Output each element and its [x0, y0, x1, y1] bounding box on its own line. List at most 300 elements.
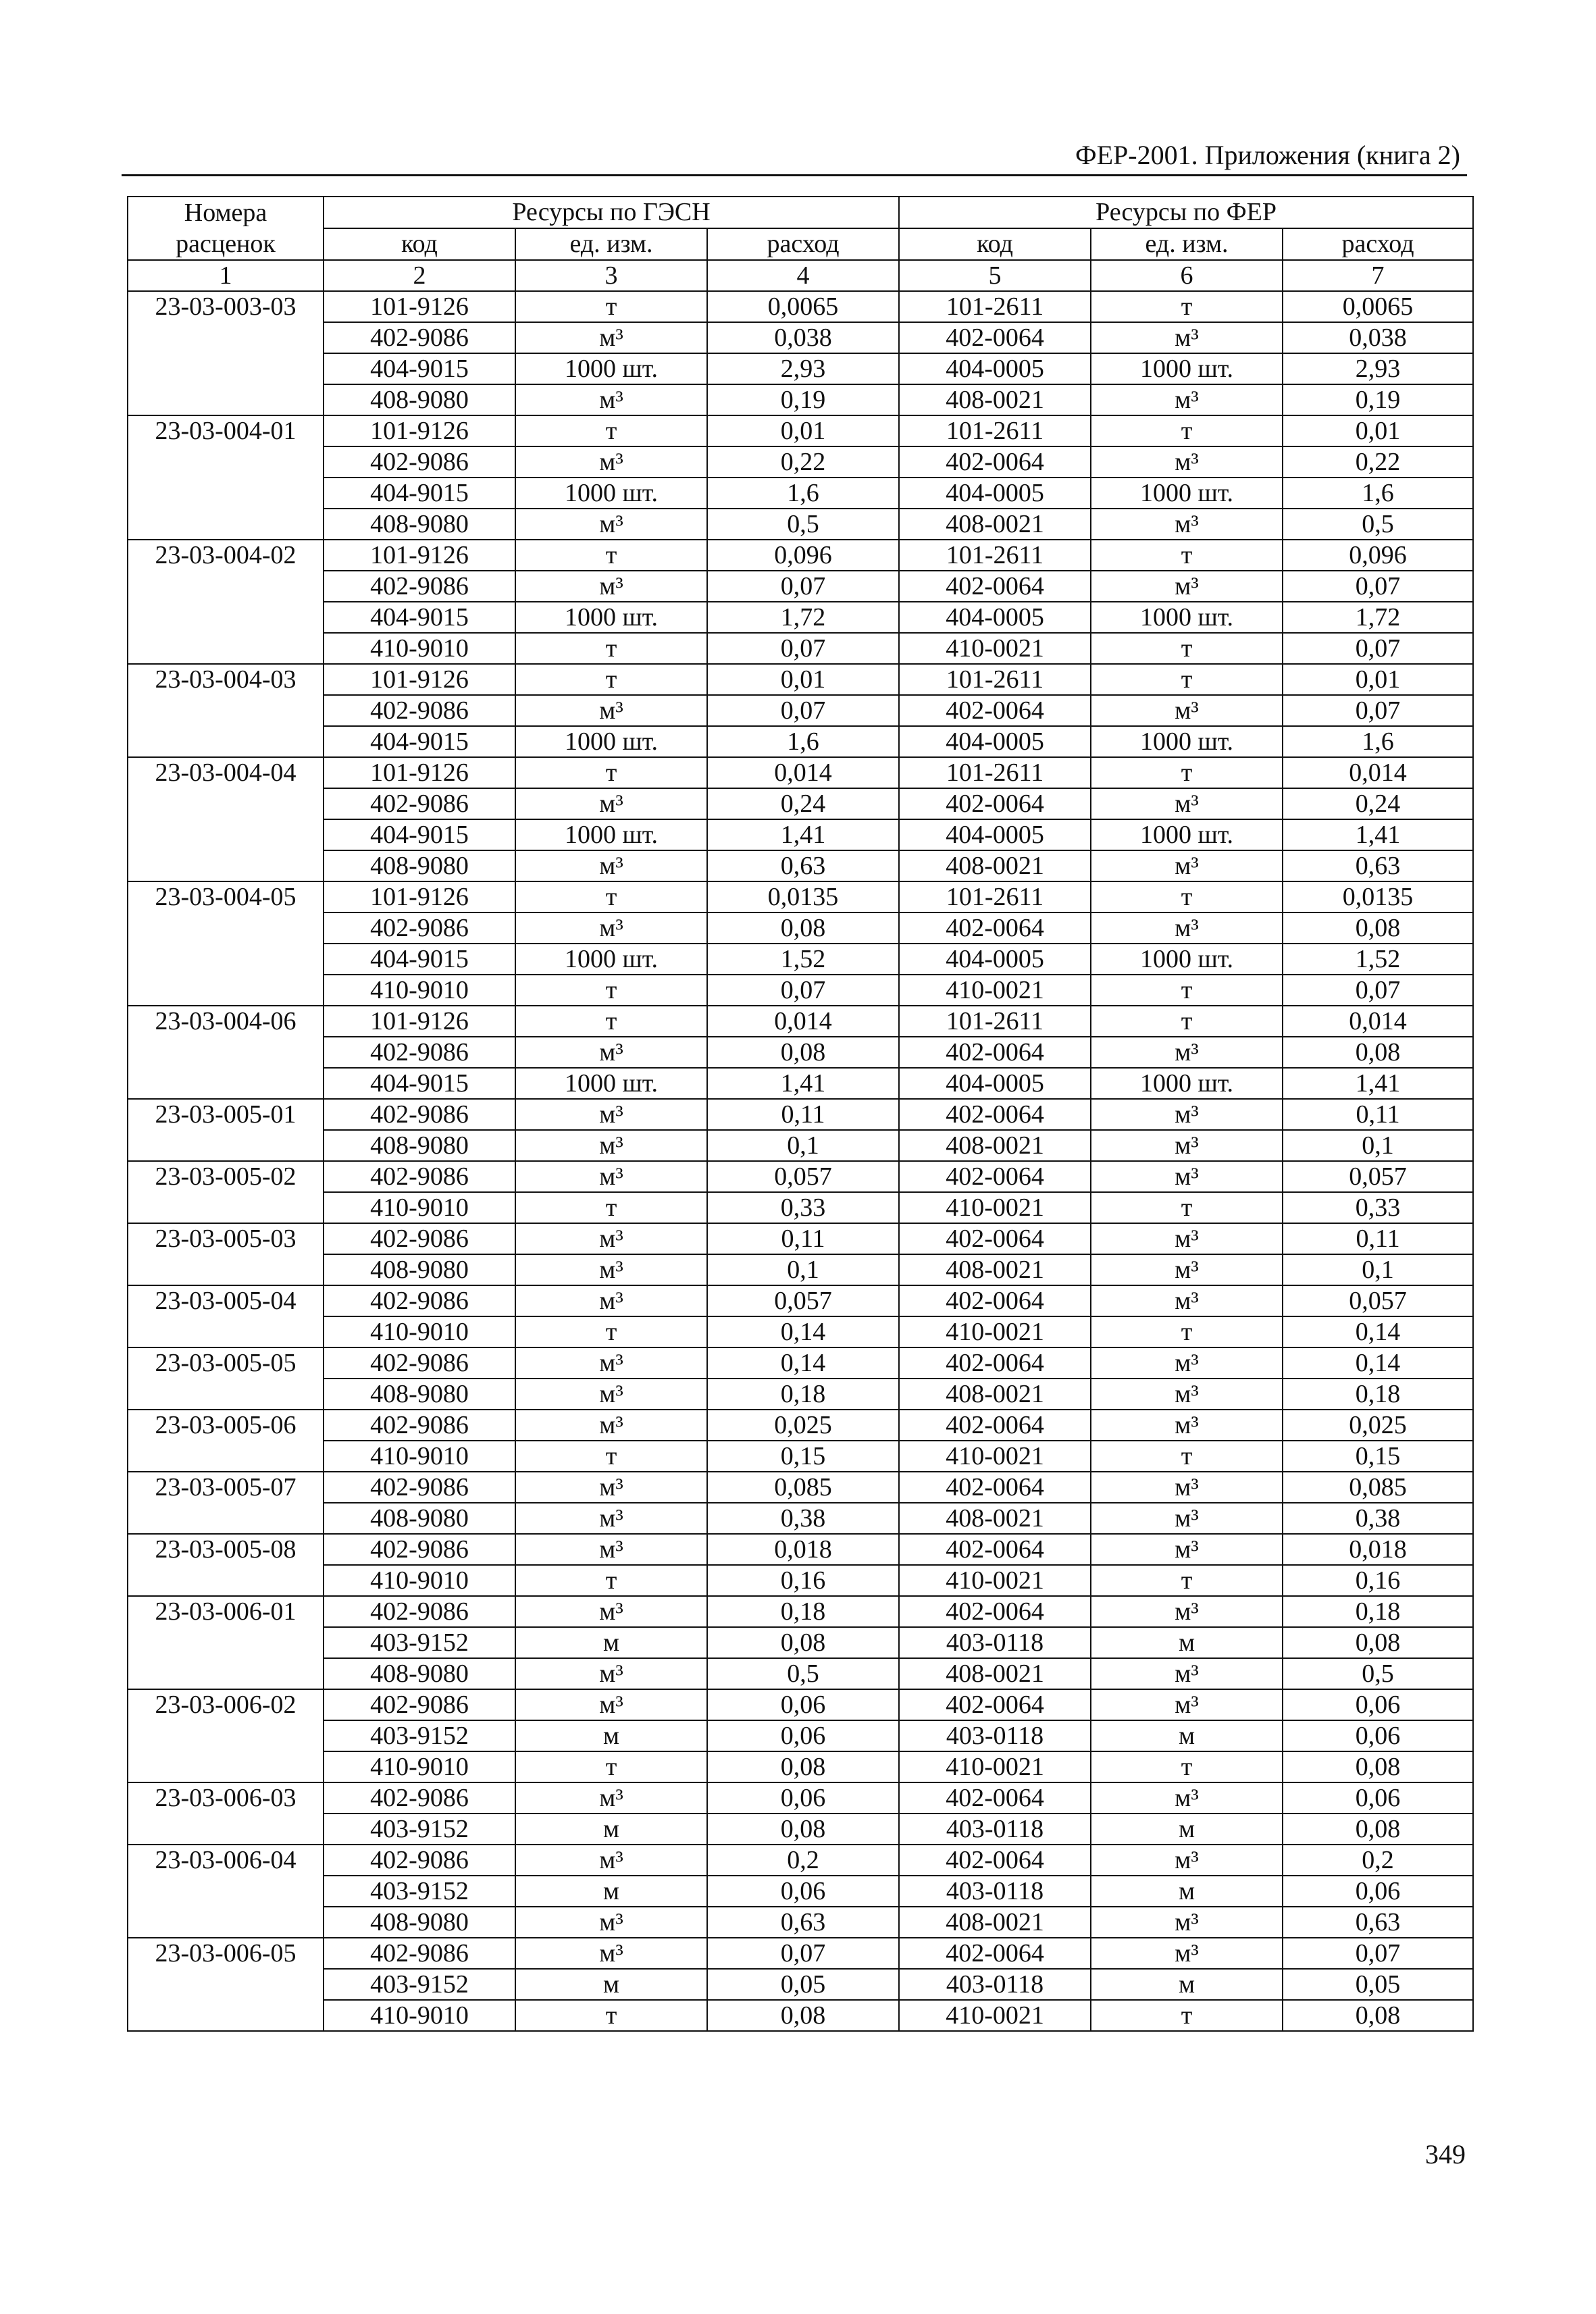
- header-gesn-consumption: расход: [707, 228, 899, 260]
- gesn-unit-cell: м³: [515, 1223, 707, 1254]
- fer-code-cell: 402-0064: [899, 1285, 1091, 1316]
- fer-unit-cell: т: [1091, 1441, 1283, 1472]
- rate-number: 23-03-006-04: [128, 1845, 324, 1938]
- gesn-consumption-cell: 1,6: [707, 726, 899, 757]
- rate-number: 23-03-005-07: [128, 1472, 324, 1534]
- fer-consumption-cell: 0,08: [1283, 1627, 1473, 1658]
- fer-consumption-cell: 0,07: [1283, 571, 1473, 602]
- rate-number: 23-03-005-04: [128, 1285, 324, 1347]
- table-row: [128, 1907, 1473, 1938]
- table-row: [128, 664, 1473, 695]
- resources-table: [127, 196, 1474, 2032]
- table-body: [128, 291, 1473, 2031]
- table-row: [128, 819, 1473, 850]
- fer-unit-cell: м³: [1091, 1845, 1283, 1876]
- fer-unit-cell: м³: [1091, 1503, 1283, 1534]
- header-gesn-unit: ед. изм.: [515, 228, 707, 260]
- gesn-unit-cell: м³: [515, 695, 707, 726]
- gesn-consumption-cell: 0,07: [707, 975, 899, 1006]
- gesn-code-cell: 403-9152: [324, 1720, 515, 1751]
- fer-code-cell: 402-0064: [899, 695, 1091, 726]
- header-numbers: Номера расценок: [128, 197, 324, 260]
- gesn-consumption-cell: 0,18: [707, 1379, 899, 1410]
- table-row: [128, 2000, 1473, 2031]
- fer-unit-cell: т: [1091, 1751, 1283, 1782]
- gesn-unit-cell: 1000 шт.: [515, 1068, 707, 1099]
- gesn-unit-cell: м³: [515, 446, 707, 478]
- fer-consumption-cell: 0,01: [1283, 664, 1473, 695]
- gesn-unit-cell: м: [515, 1814, 707, 1845]
- gesn-unit-cell: т: [515, 881, 707, 912]
- gesn-consumption-cell: 0,057: [707, 1285, 899, 1316]
- fer-consumption-cell: 0,11: [1283, 1099, 1473, 1130]
- gesn-code-cell: 402-9086: [324, 1782, 515, 1814]
- table-row: [128, 975, 1473, 1006]
- gesn-code-cell: 408-9080: [324, 1379, 515, 1410]
- fer-unit-cell: т: [1091, 633, 1283, 664]
- gesn-consumption-cell: 0,01: [707, 415, 899, 446]
- fer-code-cell: 404-0005: [899, 478, 1091, 509]
- gesn-code-cell: 410-9010: [324, 1192, 515, 1223]
- fer-consumption-cell: 0,06: [1283, 1720, 1473, 1751]
- table-row: [128, 602, 1473, 633]
- column-number: 3: [515, 260, 707, 291]
- gesn-code-cell: 402-9086: [324, 1037, 515, 1068]
- gesn-code-cell: 402-9086: [324, 695, 515, 726]
- gesn-unit-cell: м: [515, 1720, 707, 1751]
- header-gesn-code: код: [324, 228, 515, 260]
- gesn-code-cell: 403-9152: [324, 1814, 515, 1845]
- fer-unit-cell: 1000 шт.: [1091, 819, 1283, 850]
- header-rule: [122, 174, 1467, 176]
- fer-unit-cell: м³: [1091, 446, 1283, 478]
- gesn-code-cell: 402-9086: [324, 322, 515, 353]
- gesn-unit-cell: т: [515, 1192, 707, 1223]
- gesn-consumption-cell: 0,11: [707, 1223, 899, 1254]
- gesn-code-cell: 408-9080: [324, 1503, 515, 1534]
- fer-unit-cell: 1000 шт.: [1091, 478, 1283, 509]
- fer-code-cell: 410-0021: [899, 1316, 1091, 1347]
- gesn-consumption-cell: 1,52: [707, 944, 899, 975]
- table-row: [128, 1751, 1473, 1782]
- page-number: 349: [1425, 2139, 1466, 2169]
- fer-consumption-cell: 1,41: [1283, 819, 1473, 850]
- table-row: [128, 757, 1473, 788]
- table-row: [128, 1037, 1473, 1068]
- fer-code-cell: 403-0118: [899, 1969, 1091, 2000]
- fer-unit-cell: т: [1091, 881, 1283, 912]
- gesn-consumption-cell: 1,41: [707, 1068, 899, 1099]
- fer-consumption-cell: 0,038: [1283, 322, 1473, 353]
- gesn-code-cell: 408-9080: [324, 384, 515, 415]
- fer-code-cell: 402-0064: [899, 571, 1091, 602]
- fer-unit-cell: м: [1091, 1814, 1283, 1845]
- gesn-unit-cell: м³: [515, 384, 707, 415]
- gesn-consumption-cell: 0,2: [707, 1845, 899, 1876]
- header-fer-unit: ед. изм.: [1091, 228, 1283, 260]
- gesn-code-cell: 410-9010: [324, 1316, 515, 1347]
- gesn-code-cell: 101-9126: [324, 881, 515, 912]
- fer-unit-cell: м³: [1091, 1379, 1283, 1410]
- gesn-code-cell: 408-9080: [324, 1907, 515, 1938]
- fer-code-cell: 408-0021: [899, 384, 1091, 415]
- fer-consumption-cell: 1,41: [1283, 1068, 1473, 1099]
- fer-consumption-cell: 0,63: [1283, 1907, 1473, 1938]
- fer-code-cell: 404-0005: [899, 819, 1091, 850]
- fer-unit-cell: м³: [1091, 1782, 1283, 1814]
- gesn-unit-cell: м³: [515, 1596, 707, 1627]
- gesn-consumption-cell: 0,025: [707, 1410, 899, 1441]
- gesn-unit-cell: т: [515, 1316, 707, 1347]
- gesn-unit-cell: 1000 шт.: [515, 353, 707, 384]
- column-number: 4: [707, 260, 899, 291]
- fer-unit-cell: т: [1091, 1006, 1283, 1037]
- fer-code-cell: 402-0064: [899, 1347, 1091, 1379]
- fer-consumption-cell: 0,16: [1283, 1565, 1473, 1596]
- table-head: [128, 197, 1473, 291]
- fer-consumption-cell: 0,19: [1283, 384, 1473, 415]
- table-row: [128, 1876, 1473, 1907]
- gesn-consumption-cell: 1,6: [707, 478, 899, 509]
- fer-unit-cell: м³: [1091, 1254, 1283, 1285]
- table-row: [128, 1410, 1473, 1441]
- fer-code-cell: 402-0064: [899, 1472, 1091, 1503]
- fer-code-cell: 101-2611: [899, 291, 1091, 322]
- table-row: [128, 1782, 1473, 1814]
- header-fer-consumption: расход: [1283, 228, 1473, 260]
- gesn-unit-cell: 1000 шт.: [515, 944, 707, 975]
- gesn-unit-cell: м³: [515, 1161, 707, 1192]
- rate-number: 23-03-006-03: [128, 1782, 324, 1845]
- gesn-unit-cell: т: [515, 633, 707, 664]
- table-row: [128, 1689, 1473, 1720]
- gesn-code-cell: 404-9015: [324, 602, 515, 633]
- gesn-code-cell: 402-9086: [324, 1223, 515, 1254]
- gesn-consumption-cell: 0,018: [707, 1534, 899, 1565]
- table-row: [128, 1223, 1473, 1254]
- header-fer-code: код: [899, 228, 1091, 260]
- gesn-unit-cell: т: [515, 2000, 707, 2031]
- fer-consumption-cell: 0,33: [1283, 1192, 1473, 1223]
- fer-consumption-cell: 0,08: [1283, 1814, 1473, 1845]
- gesn-unit-cell: м³: [515, 1938, 707, 1969]
- fer-consumption-cell: 1,6: [1283, 726, 1473, 757]
- gesn-unit-cell: т: [515, 664, 707, 695]
- rate-number: 23-03-004-05: [128, 881, 324, 1006]
- gesn-code-cell: 408-9080: [324, 850, 515, 881]
- column-number: 2: [324, 260, 515, 291]
- fer-code-cell: 410-0021: [899, 1192, 1091, 1223]
- fer-unit-cell: т: [1091, 1316, 1283, 1347]
- gesn-code-cell: 410-9010: [324, 1565, 515, 1596]
- table-row: [128, 1938, 1473, 1969]
- fer-unit-cell: м³: [1091, 384, 1283, 415]
- gesn-unit-cell: м³: [515, 1285, 707, 1316]
- fer-consumption-cell: 0,08: [1283, 2000, 1473, 2031]
- fer-code-cell: 410-0021: [899, 1751, 1091, 1782]
- fer-unit-cell: т: [1091, 540, 1283, 571]
- fer-consumption-cell: 0,08: [1283, 912, 1473, 944]
- gesn-consumption-cell: 0,5: [707, 509, 899, 540]
- fer-unit-cell: 1000 шт.: [1091, 944, 1283, 975]
- rate-number: 23-03-004-06: [128, 1006, 324, 1099]
- fer-consumption-cell: 0,5: [1283, 509, 1473, 540]
- fer-code-cell: 402-0064: [899, 1596, 1091, 1627]
- table-row: [128, 1192, 1473, 1223]
- gesn-consumption-cell: 0,096: [707, 540, 899, 571]
- gesn-code-cell: 402-9086: [324, 571, 515, 602]
- gesn-code-cell: 402-9086: [324, 446, 515, 478]
- gesn-unit-cell: 1000 шт.: [515, 602, 707, 633]
- column-number: 7: [1283, 260, 1473, 291]
- gesn-consumption-cell: 0,057: [707, 1161, 899, 1192]
- gesn-consumption-cell: 0,38: [707, 1503, 899, 1534]
- rate-number: 23-03-006-02: [128, 1689, 324, 1782]
- gesn-consumption-cell: 0,014: [707, 757, 899, 788]
- fer-consumption-cell: 0,0065: [1283, 291, 1473, 322]
- fer-code-cell: 402-0064: [899, 788, 1091, 819]
- gesn-consumption-cell: 0,06: [707, 1689, 899, 1720]
- fer-consumption-cell: 1,6: [1283, 478, 1473, 509]
- gesn-unit-cell: 1000 шт.: [515, 478, 707, 509]
- gesn-code-cell: 403-9152: [324, 1627, 515, 1658]
- page-header: ФЕР-2001. Приложения (книга 2): [1075, 140, 1460, 170]
- fer-unit-cell: т: [1091, 975, 1283, 1006]
- gesn-code-cell: 403-9152: [324, 1969, 515, 2000]
- fer-code-cell: 402-0064: [899, 446, 1091, 478]
- rate-number: 23-03-005-01: [128, 1099, 324, 1161]
- gesn-code-cell: 101-9126: [324, 540, 515, 571]
- gesn-code-cell: 402-9086: [324, 1845, 515, 1876]
- gesn-consumption-cell: 1,41: [707, 819, 899, 850]
- table-row: [128, 881, 1473, 912]
- fer-unit-cell: м³: [1091, 1938, 1283, 1969]
- gesn-consumption-cell: 0,0135: [707, 881, 899, 912]
- gesn-unit-cell: м³: [515, 850, 707, 881]
- rate-number: 23-03-004-03: [128, 664, 324, 757]
- fer-consumption-cell: 0,08: [1283, 1037, 1473, 1068]
- fer-code-cell: 402-0064: [899, 1689, 1091, 1720]
- table-row: [128, 1379, 1473, 1410]
- gesn-unit-cell: м³: [515, 1534, 707, 1565]
- gesn-unit-cell: т: [515, 1751, 707, 1782]
- table-row: [128, 1596, 1473, 1627]
- fer-consumption-cell: 0,1: [1283, 1130, 1473, 1161]
- fer-code-cell: 402-0064: [899, 1845, 1091, 1876]
- rate-number: 23-03-006-05: [128, 1938, 324, 2031]
- fer-unit-cell: м³: [1091, 850, 1283, 881]
- fer-code-cell: 408-0021: [899, 1503, 1091, 1534]
- table-row: [128, 322, 1473, 353]
- fer-consumption-cell: 0,06: [1283, 1876, 1473, 1907]
- fer-unit-cell: м: [1091, 1969, 1283, 2000]
- fer-consumption-cell: 0,08: [1283, 1751, 1473, 1782]
- gesn-consumption-cell: 0,5: [707, 1658, 899, 1689]
- table-row: [128, 1814, 1473, 1845]
- gesn-code-cell: 402-9086: [324, 1285, 515, 1316]
- rate-number: 23-03-006-01: [128, 1596, 324, 1689]
- gesn-code-cell: 410-9010: [324, 975, 515, 1006]
- gesn-unit-cell: т: [515, 1565, 707, 1596]
- fer-consumption-cell: 0,06: [1283, 1782, 1473, 1814]
- table-row: [128, 415, 1473, 446]
- fer-unit-cell: т: [1091, 415, 1283, 446]
- header-fer: Ресурсы по ФЕР: [899, 197, 1473, 228]
- table-row: [128, 1130, 1473, 1161]
- gesn-unit-cell: 1000 шт.: [515, 726, 707, 757]
- gesn-consumption-cell: 0,16: [707, 1565, 899, 1596]
- fer-consumption-cell: 0,01: [1283, 415, 1473, 446]
- fer-code-cell: 403-0118: [899, 1720, 1091, 1751]
- fer-unit-cell: м³: [1091, 1223, 1283, 1254]
- fer-code-cell: 101-2611: [899, 881, 1091, 912]
- gesn-consumption-cell: 0,08: [707, 1814, 899, 1845]
- gesn-unit-cell: т: [515, 540, 707, 571]
- fer-code-cell: 403-0118: [899, 1876, 1091, 1907]
- fer-code-cell: 404-0005: [899, 602, 1091, 633]
- gesn-unit-cell: м: [515, 1969, 707, 2000]
- gesn-consumption-cell: 0,24: [707, 788, 899, 819]
- gesn-consumption-cell: 0,08: [707, 1037, 899, 1068]
- gesn-consumption-cell: 2,93: [707, 353, 899, 384]
- column-number: 6: [1091, 260, 1283, 291]
- gesn-consumption-cell: 0,07: [707, 1938, 899, 1969]
- fer-code-cell: 410-0021: [899, 1441, 1091, 1472]
- fer-code-cell: 402-0064: [899, 1099, 1091, 1130]
- fer-consumption-cell: 0,5: [1283, 1658, 1473, 1689]
- gesn-code-cell: 402-9086: [324, 1596, 515, 1627]
- table-row: [128, 291, 1473, 322]
- fer-unit-cell: т: [1091, 2000, 1283, 2031]
- fer-unit-cell: м: [1091, 1720, 1283, 1751]
- gesn-consumption-cell: 0,19: [707, 384, 899, 415]
- fer-code-cell: 402-0064: [899, 1938, 1091, 1969]
- fer-unit-cell: м³: [1091, 1907, 1283, 1938]
- fer-unit-cell: м³: [1091, 1596, 1283, 1627]
- table-row: [128, 1441, 1473, 1472]
- fer-unit-cell: м³: [1091, 788, 1283, 819]
- fer-code-cell: 402-0064: [899, 1534, 1091, 1565]
- gesn-code-cell: 402-9086: [324, 1689, 515, 1720]
- fer-unit-cell: м³: [1091, 695, 1283, 726]
- gesn-unit-cell: м: [515, 1627, 707, 1658]
- fer-consumption-cell: 2,93: [1283, 353, 1473, 384]
- gesn-code-cell: 410-9010: [324, 1441, 515, 1472]
- fer-code-cell: 101-2611: [899, 540, 1091, 571]
- fer-unit-cell: м³: [1091, 1472, 1283, 1503]
- gesn-unit-cell: м³: [515, 1254, 707, 1285]
- column-number: 1: [128, 260, 324, 291]
- fer-consumption-cell: 0,085: [1283, 1472, 1473, 1503]
- gesn-consumption-cell: 0,06: [707, 1720, 899, 1751]
- gesn-consumption-cell: 0,085: [707, 1472, 899, 1503]
- gesn-unit-cell: м³: [515, 1689, 707, 1720]
- rate-number: 23-03-004-02: [128, 540, 324, 664]
- fer-unit-cell: м³: [1091, 322, 1283, 353]
- fer-unit-cell: м: [1091, 1627, 1283, 1658]
- fer-unit-cell: т: [1091, 1565, 1283, 1596]
- gesn-unit-cell: м³: [515, 788, 707, 819]
- fer-code-cell: 408-0021: [899, 1658, 1091, 1689]
- fer-consumption-cell: 0,22: [1283, 446, 1473, 478]
- table-row: [128, 726, 1473, 757]
- gesn-consumption-cell: 0,01: [707, 664, 899, 695]
- fer-unit-cell: т: [1091, 291, 1283, 322]
- gesn-code-cell: 402-9086: [324, 1938, 515, 1969]
- fer-unit-cell: т: [1091, 664, 1283, 695]
- gesn-consumption-cell: 0,22: [707, 446, 899, 478]
- fer-code-cell: 410-0021: [899, 975, 1091, 1006]
- table-row: [128, 1472, 1473, 1503]
- fer-code-cell: 410-0021: [899, 633, 1091, 664]
- table-row: [128, 1627, 1473, 1658]
- gesn-unit-cell: м: [515, 1876, 707, 1907]
- gesn-unit-cell: м³: [515, 1503, 707, 1534]
- gesn-unit-cell: м³: [515, 1379, 707, 1410]
- gesn-code-cell: 101-9126: [324, 291, 515, 322]
- gesn-unit-cell: м³: [515, 1410, 707, 1441]
- gesn-consumption-cell: 0,08: [707, 1751, 899, 1782]
- rate-number: 23-03-005-06: [128, 1410, 324, 1472]
- table-row: [128, 1099, 1473, 1130]
- gesn-code-cell: 404-9015: [324, 944, 515, 975]
- gesn-code-cell: 402-9086: [324, 1410, 515, 1441]
- fer-code-cell: 408-0021: [899, 509, 1091, 540]
- gesn-code-cell: 410-9010: [324, 1751, 515, 1782]
- fer-code-cell: 408-0021: [899, 850, 1091, 881]
- gesn-consumption-cell: 0,14: [707, 1347, 899, 1379]
- table-row: [128, 1503, 1473, 1534]
- gesn-consumption-cell: 0,038: [707, 322, 899, 353]
- gesn-code-cell: 402-9086: [324, 1161, 515, 1192]
- table-row: [128, 1845, 1473, 1876]
- gesn-unit-cell: т: [515, 1441, 707, 1472]
- fer-unit-cell: 1000 шт.: [1091, 353, 1283, 384]
- fer-consumption-cell: 1,72: [1283, 602, 1473, 633]
- fer-consumption-cell: 0,06: [1283, 1689, 1473, 1720]
- fer-unit-cell: м: [1091, 1876, 1283, 1907]
- fer-code-cell: 404-0005: [899, 726, 1091, 757]
- fer-code-cell: 410-0021: [899, 2000, 1091, 2031]
- fer-consumption-cell: 0,025: [1283, 1410, 1473, 1441]
- table-row: [128, 509, 1473, 540]
- fer-unit-cell: м³: [1091, 912, 1283, 944]
- fer-consumption-cell: 0,07: [1283, 633, 1473, 664]
- table-row: [128, 1969, 1473, 2000]
- gesn-code-cell: 410-9010: [324, 2000, 515, 2031]
- fer-unit-cell: м³: [1091, 1161, 1283, 1192]
- rate-number: 23-03-005-02: [128, 1161, 324, 1223]
- gesn-consumption-cell: 0,014: [707, 1006, 899, 1037]
- rate-number: 23-03-005-05: [128, 1347, 324, 1410]
- gesn-code-cell: 402-9086: [324, 1099, 515, 1130]
- fer-consumption-cell: 0,15: [1283, 1441, 1473, 1472]
- gesn-consumption-cell: 0,08: [707, 1627, 899, 1658]
- gesn-consumption-cell: 0,63: [707, 850, 899, 881]
- fer-unit-cell: м³: [1091, 1099, 1283, 1130]
- gesn-consumption-cell: 0,07: [707, 695, 899, 726]
- gesn-unit-cell: м³: [515, 1130, 707, 1161]
- gesn-consumption-cell: 0,11: [707, 1099, 899, 1130]
- rate-number: 23-03-005-08: [128, 1534, 324, 1596]
- fer-consumption-cell: 0,18: [1283, 1379, 1473, 1410]
- fer-consumption-cell: 0,014: [1283, 757, 1473, 788]
- gesn-code-cell: 408-9080: [324, 1130, 515, 1161]
- table-row: [128, 540, 1473, 571]
- fer-code-cell: 403-0118: [899, 1627, 1091, 1658]
- fer-consumption-cell: 0,11: [1283, 1223, 1473, 1254]
- gesn-unit-cell: т: [515, 1006, 707, 1037]
